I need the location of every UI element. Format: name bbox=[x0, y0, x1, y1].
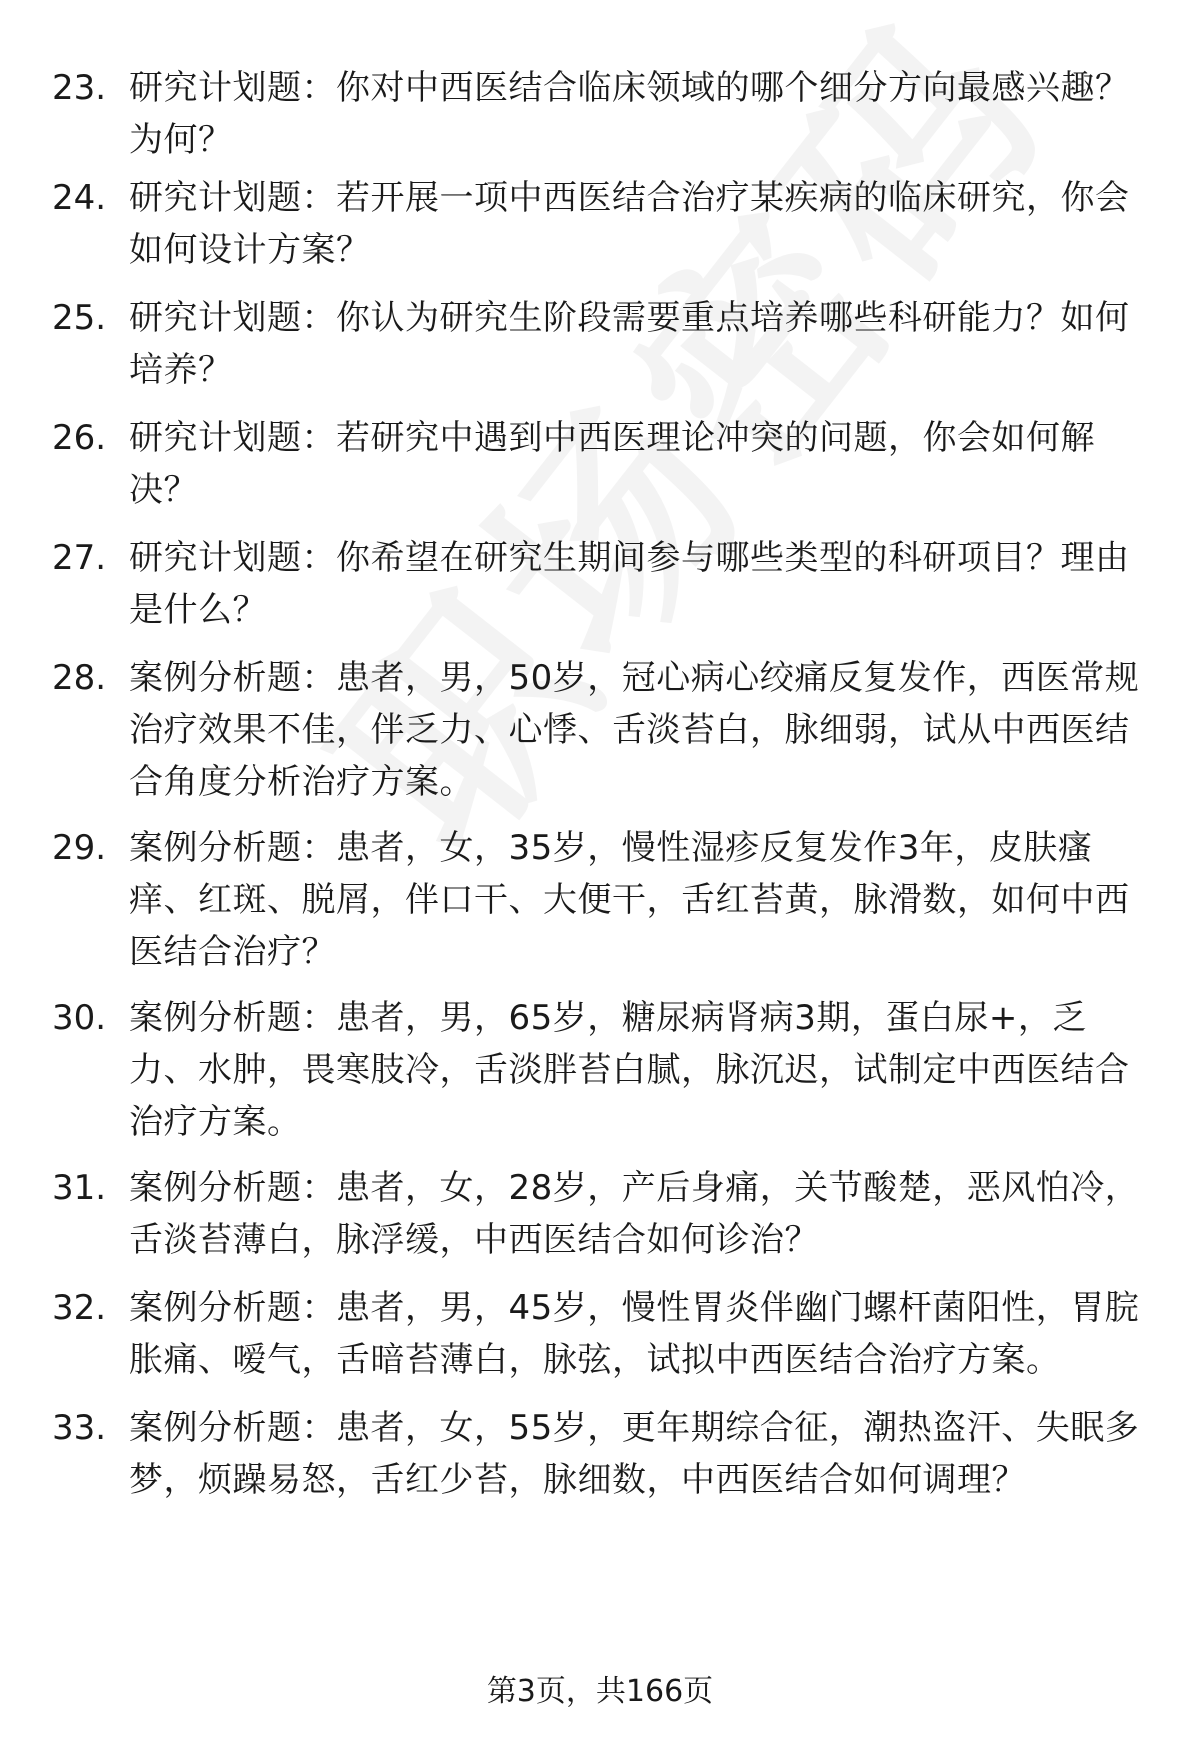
question-text: 研究计划题：你认为研究生阶段需要重点培养哪些科研能力？如何培养？ bbox=[129, 298, 1130, 390]
question-text: 案例分析题：患者，女，28岁，产后身痛，关节酸楚，恶风怕冷，舌淡苔薄白，脉浮缓，中西医结合如何诊治？ bbox=[129, 1168, 1140, 1260]
question-text: 研究计划题：若开展一项中西医结合治疗某疾病的临床研究，你会如何设计方案？ bbox=[129, 178, 1130, 270]
question-text: 研究计划题：若研究中遇到中西医理论冲突的问题，你会如何解决？ bbox=[129, 418, 1095, 510]
question-text: 研究计划题：你希望在研究生期间参与哪些类型的科研项目？理由是什么？ bbox=[129, 538, 1130, 630]
question-text: 案例分析题：患者，男，65岁，糖尿病肾病3期，蛋白尿+，乏力、水肿，畏寒肢冷，舌淡胖苔白腻，脉沉迟，试制定中西医结合治疗方案。 bbox=[129, 998, 1130, 1142]
question-text: 案例分析题：患者，女，55岁，更年期综合征，潮热盗汗、失眠多梦，烦躁易怒，舌红少苔，脉细数，中西医结合如何调理？ bbox=[129, 1408, 1140, 1500]
question-number: 30. bbox=[52, 998, 107, 1038]
question-text: 案例分析题：患者，男，50岁，冠心病心绞痛反复发作，西医常规治疗效果不佳，伴乏力、心悸、舌淡苔白，脉细弱，试从中西医结合角度分析治疗方案。 bbox=[129, 658, 1140, 802]
question-text: 案例分析题：患者，男，45岁，慢性胃炎伴幽门螺杆菌阳性，胃脘胀痛、嗳气，舌暗苔薄白，脉弦，试拟中西医结合治疗方案。 bbox=[129, 1288, 1140, 1380]
question-number: 31. bbox=[52, 1168, 107, 1208]
question-number: 27. bbox=[52, 538, 107, 578]
question-number: 29. bbox=[52, 828, 107, 868]
question-number: 25. bbox=[52, 298, 107, 338]
question-number: 26. bbox=[52, 418, 107, 458]
question-number: 23. bbox=[52, 68, 107, 108]
page-footer: 第3页，共166页 bbox=[486, 1674, 714, 1709]
question-text: 案例分析题：患者，女，35岁，慢性湿疹反复发作3年，皮肤瘙痒、红斑、脱屑，伴口干、大便干，舌红苔黄，脉滑数，如何中西医结合治疗？ bbox=[129, 828, 1130, 972]
question-number: 32. bbox=[52, 1288, 107, 1328]
question-number: 28. bbox=[52, 658, 107, 698]
question-number: 33. bbox=[52, 1408, 107, 1448]
question-text: 研究计划题：你对中西医结合临床领域的哪个细分方向最感兴趣？为何？ bbox=[129, 68, 1130, 160]
question-number: 24. bbox=[52, 178, 107, 218]
